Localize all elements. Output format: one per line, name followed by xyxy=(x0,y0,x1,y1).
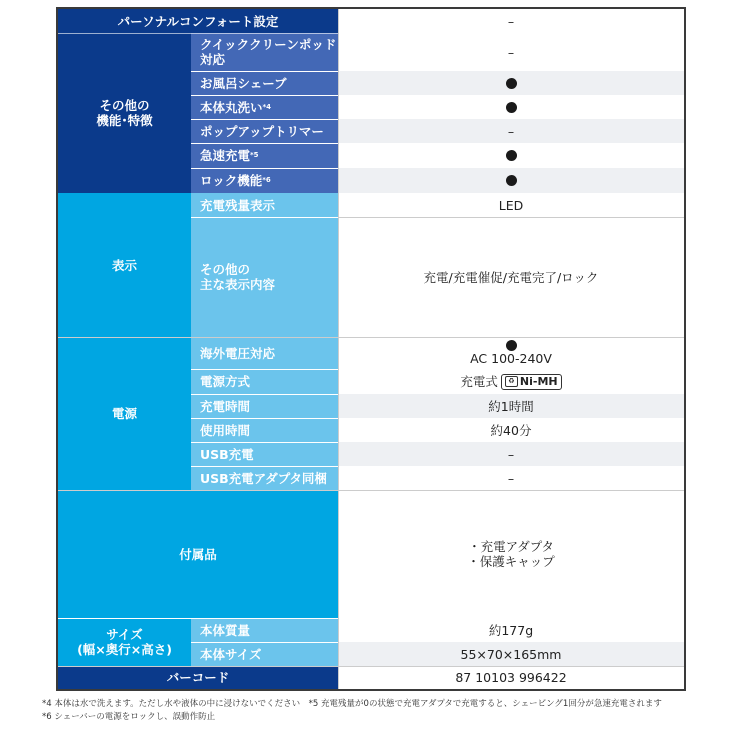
footnote-marker: *4 xyxy=(262,102,272,111)
usb-charge-value: – xyxy=(338,442,684,466)
display-contents-value: 充電/充電催促/充電完了/ロック xyxy=(338,217,684,337)
power-group-label: 電源 xyxy=(58,337,191,490)
footnote-marker: *5 xyxy=(250,151,259,159)
feature-popup-trimmer-value: – xyxy=(338,119,684,143)
battery-indicator-label: 充電残量表示 xyxy=(191,193,338,217)
feature-bath-shave-label: お風呂シェーブ xyxy=(191,71,338,95)
personal-comfort-label: パーソナルコンフォート設定 xyxy=(58,9,338,33)
display-contents-label: その他の 主な表示内容 xyxy=(191,217,338,337)
size-group-label: サイズ (幅×奥行×高さ) xyxy=(58,618,191,666)
feature-quick-clean-label: クイッククリーンポッド 対応 xyxy=(191,33,338,71)
battery-icon: ♻ xyxy=(505,376,518,387)
body-mass-label: 本体質量 xyxy=(191,618,338,642)
use-time-label: 使用時間 xyxy=(191,418,338,442)
body-size-label: 本体サイズ xyxy=(191,642,338,666)
feature-quick-charge-label: 急速充電 *5 xyxy=(191,143,338,168)
feature-lock-label: ロック機能 *6 xyxy=(191,168,338,193)
power-method-text: 充電式 xyxy=(460,374,498,389)
usb-charge-label: USB充電 xyxy=(191,442,338,466)
barcode-label: バーコード xyxy=(58,666,338,689)
overseas-voltage-label: 海外電圧対応 xyxy=(191,337,338,369)
battery-indicator-value: LED xyxy=(338,193,684,217)
use-time-value: 約40分 xyxy=(338,418,684,442)
footnote-line-1: *4 本体は水で洗えます。ただし水や液体の中に浸けないでください *5 充電残量が0の状態で充電アダプタで充電すると、シェービング1回分が急速充電されます xyxy=(42,699,662,709)
footnote-marker: *6 xyxy=(262,176,271,184)
feature-popup-trimmer-label: ポップアップトリマー xyxy=(191,119,338,143)
other-features-group-label: その他の 機能･特徴 xyxy=(58,33,191,193)
accessories-label: 付属品 xyxy=(58,490,338,618)
nimh-battery-badge: ♻ Ni-MH xyxy=(501,374,562,390)
feature-quick-clean-value: – xyxy=(338,33,684,71)
personal-comfort-value: – xyxy=(338,9,684,33)
feature-washable-label: 本体丸洗い *4 xyxy=(191,95,338,119)
accessories-value: ・充電アダプタ ・保護キャップ xyxy=(338,490,684,618)
voltage-text: AC 100-240V xyxy=(470,351,552,366)
display-group-label: 表示 xyxy=(58,193,191,337)
charge-time-value: 約1時間 xyxy=(338,394,684,418)
usb-adapter-label: USB充電アダプタ同梱 xyxy=(191,466,338,490)
body-size-value: 55×70×165mm xyxy=(338,642,684,666)
charge-time-label: 充電時間 xyxy=(191,394,338,418)
usb-adapter-value: – xyxy=(338,466,684,490)
footnote-line-2: *6 シェーバーの電源をロックし、誤動作防止 xyxy=(42,712,216,722)
barcode-value: 87 10103 996422 xyxy=(338,666,684,689)
power-method-label: 電源方式 xyxy=(191,369,338,394)
spec-table-border xyxy=(56,7,686,691)
body-mass-value: 約177g xyxy=(338,618,684,642)
